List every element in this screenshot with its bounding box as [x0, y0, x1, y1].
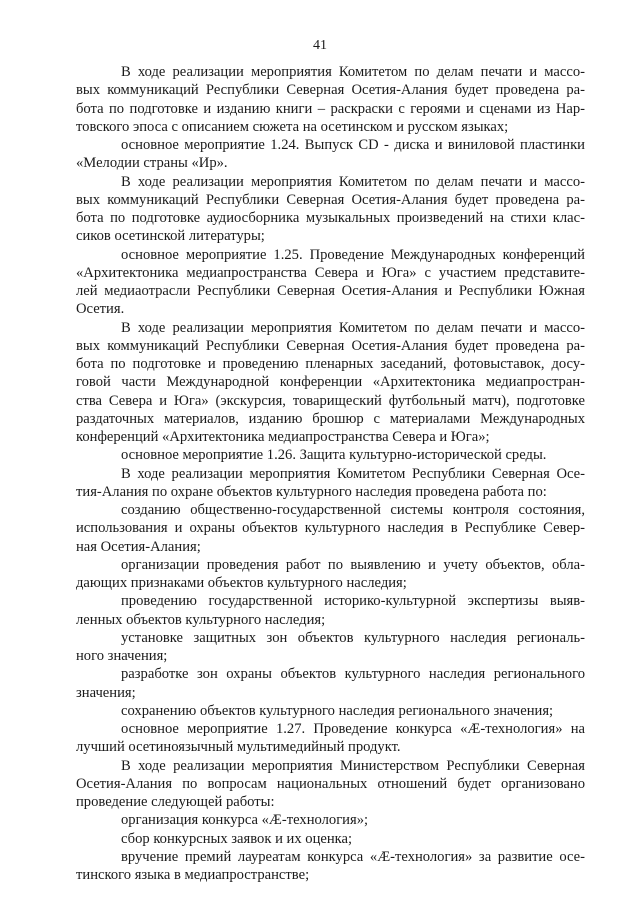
text-line: ного значения; [76, 648, 168, 664]
text-line: раздаточных материалов, изданию брошюр с материалами Международных [76, 410, 585, 427]
text-line: основное мероприятие 1.26. Защита культурно-исторической среды. [121, 447, 547, 464]
text-line: лучший осетиноязычный мультимедийный продукт. [76, 739, 401, 756]
text-line: В ходе реализации мероприятия Комитетом по делам печати и массо- [121, 173, 585, 190]
text-line: вручение премий лауреатам конкурса «Æ-технология» за развитие осе- [121, 848, 585, 865]
text-line: вых коммуникаций Республики Северная Осетия-Алания будет проведена ра- [76, 337, 585, 354]
text-line: В ходе реализации мероприятия Комитетом по делам печати и массо- [121, 64, 585, 80]
text-line: «Архитектоника медиапространства Севера и Юга» с участием представите- [76, 264, 585, 281]
text-line: тия-Алания по охране объектов культурного наследия проведена работа по: [76, 483, 547, 500]
text-line: сбор конкурсных заявок и их оценка; [121, 830, 353, 847]
text-line: организации проведения работ по выявлению и учету объектов, обла- [121, 556, 585, 573]
text-line: конференций «Архитектоника медиапространства Севера и Юга»; [76, 429, 490, 445]
text-line: тинского языка в медиапространстве; [76, 867, 310, 883]
text-line: ная Осетия-Алания; [76, 538, 201, 555]
text-line: бота по подготовке и изданию книги – раскраски с героями и сценами из Нар- [76, 100, 585, 117]
text-line: ства Севера и Юга» (экскурсия, товарищеский футбольный матч), подготовке [76, 392, 585, 409]
text-line: организация конкурса «Æ-технология»; [121, 812, 369, 829]
text-line: бота по подготовке аудиосборника музыкальных произведений на стихи клас- [76, 210, 585, 226]
text-line: разработке зон охраны объектов культурного наследия регионального [121, 666, 585, 683]
text-line: проведению государственной историко-культурной экспертизы выяв- [121, 593, 585, 610]
text-line: говой части Международной конференции «Архитектоника медиапростран- [76, 374, 585, 391]
text-line: В ходе реализации мероприятия Комитетом Республики Северная Осе- [121, 465, 585, 482]
text-line: основное мероприятие 1.25. Проведение Международных конференций [121, 246, 585, 263]
text-line: Осетия-Алания по вопросам национальных отношений будет организовано [76, 775, 585, 792]
text-line: В ходе реализации мероприятия Министерством Республики Северная [121, 757, 585, 774]
text-line: созданию общественно-государственной системы контроля состояния, [121, 502, 585, 518]
text-line: товского эпоса с описанием сюжета на осетинском и русском языках; [76, 118, 509, 135]
text-line: «Мелодии страны «Ир». [76, 155, 228, 172]
text-line: сохранению объектов культурного наследия регионального значения; [121, 702, 554, 719]
text-line: дающих признаками объектов культурного наследия; [76, 575, 407, 591]
text-line: сиков осетинской литературы; [76, 228, 265, 245]
text-line: вых коммуникаций Республики Северная Осетия-Алания будет проведена ра- [76, 82, 585, 99]
text-line: значения; [76, 684, 136, 701]
text-line: основное мероприятие 1.24. Выпуск CD - диска и виниловой пластинки [121, 137, 585, 153]
text-line: Осетия. [76, 301, 125, 318]
text-line: проведение следующей работы: [76, 794, 275, 810]
text-line: установке защитных зон объектов культурного наследия региональ- [121, 629, 585, 646]
text-line: бота по подготовке и проведению пленарных заседаний, фотовыставок, досу- [76, 356, 585, 372]
page-number: 41 [313, 38, 327, 53]
text-line: лей медиаотрасли Республики Северная Осетия-Алания и Республики Южная [76, 283, 585, 299]
text-line: В ходе реализации мероприятия Комитетом по делам печати и массо- [121, 319, 585, 336]
text-line: использования и охраны объектов культурного наследия в Республике Север- [76, 520, 585, 537]
text-line: ленных объектов культурного наследия; [76, 611, 326, 628]
text-line: вых коммуникаций Республики Северная Осетия-Алания будет проведена ра- [76, 191, 585, 208]
text-line: основное мероприятие 1.27. Проведение конкурса «Æ-технология» на [121, 721, 585, 737]
